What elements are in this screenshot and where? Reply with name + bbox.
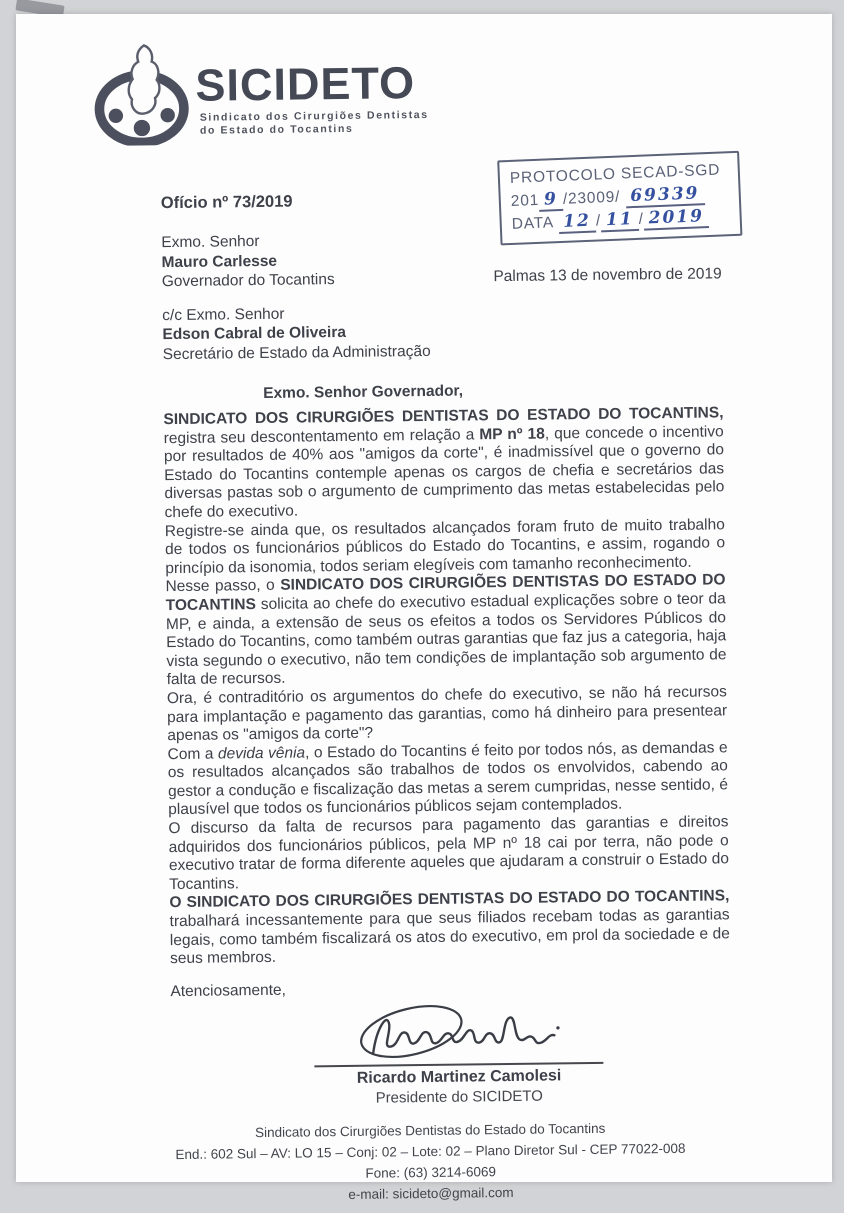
paragraph [169,888,730,969]
text-segment: , que concede o incentivo por resultados de 40% aos "amigos da corte", é inadmissível que o governo do Estado do Tocantins contemple apenas os cargos de chefia e secretários das diversas pastas sob o argumento de cumprimento das metas estabelecidas pelo chefe do executivo. [163,422,725,522]
recipient-name: Mauro Carlesse [161,252,278,271]
letter-footer [22,1115,839,1209]
scanned-letter-page [16,14,832,1202]
protocol-number-handwritten: 69339 [625,184,705,208]
org-subtitle [200,109,429,138]
org-subtitle-line2: do Estado do Tocantins [199,122,354,137]
text-segment: MP nº 18 [479,425,545,443]
paragraph [165,516,726,579]
closing: Atenciosamente, [170,981,287,1000]
protocol-code: /23009/ [562,188,621,208]
sicideto-logo-icon [93,43,190,151]
text-segment: Ora, é contraditório os argumentos do chefe do executivo, se não há recursos para implantação e pagamento das garantias, como há dinheiro para presentear apenas os "amigos da corte"? [166,683,728,745]
paragraph [165,572,726,690]
recipient-title: Governador do Tocantins [161,271,335,291]
letter-content [9,35,839,1213]
letterhead-text [195,40,429,138]
org-subtitle-line1: Sindicato dos Cirurgiões Dentistas [199,108,429,124]
text-segment: trabalhará incessantemente para que seus filiados recebam todas as garantias legais, como também fiscalizará os atos do executivo, em prol da sociedade e de seus membros. [169,906,730,968]
stamp-date-month-handwritten: 11 [601,210,639,232]
reference-number: Ofício nº 73/2019 [160,192,293,213]
text-segment: O SINDICATO DOS CIRURGIÕES DENTISTAS DO ESTADO DO TOCANTINS, [169,887,730,912]
handwritten-signature [324,1000,593,1069]
text-segment: O discurso da falta de recursos para pagamento das garantias e direitos adquiridos dos funcionários públicos, pela MP nº 18 cai por terra, não pode o executivo tratar de forma diferente aqueles que ajudaram a construir o Estado do Tocantins. [168,813,729,893]
cc-name: Edson Cabral de Oliveira [162,323,347,344]
org-acronym: SICIDETO [195,57,416,111]
stamp-date-day-handwritten: 12 [558,212,596,234]
text-segment: Registre-se ainda que, os resultados alcançados foram fruto de muito trabalho de todos os funcionários públicos do Estado do Tocantins, e assim, rogando o princípio da isonomia, todos seriam elegíveis com tamanho reconhecimento. [164,515,726,577]
protocol-year-digit-handwritten: 9 [539,190,564,212]
recipient-salutation: Exmo. Senhor [161,232,260,252]
text-segment: , o Estado do Tocantins é feito por todos nós, as demandas e os resultados alcançados são trabalhos de todos os envolvidos, cabendo ao gestor a condução e fiscalização das metas a serem cumpridas, nesse sentido, é plausível que todos os funcionários públicos sejam contemplados. [167,738,729,819]
stamp-date-year-handwritten: 2019 [643,207,709,231]
text-segment: Nesse passo, o [165,577,281,596]
signer-name: Ricardo Martinez Camolesi [356,1067,562,1087]
signer-title: Presidente do SICIDETO [375,1087,544,1107]
signature-block [306,1000,612,1110]
text-segment: registra seu descontentamento em relação a [163,425,480,447]
recipient-block [161,226,722,291]
text-segment: solicita ao chefe do executivo estadual explicações sobre o teor da MP, e ainda, a extensão de seus os efeitos a todos os Servidores Públicos do Estado do Tocantins, como também outras garantias que faz jus a categoria, haja vista segundo o executivo, não tem condições de implantação sob argumento de falta de recursos. [165,590,727,689]
cc-prefix: c/c Exmo. Senhor [162,305,285,324]
text-segment: devida vênia [217,744,306,763]
text-segment: SINDICATO DOS CIRURGIÕES DENTISTAS DO ESTADO DO TOCANTINS [165,571,726,615]
stamp-date-label: DATA [511,214,554,233]
footer-email: e-mail: sicideto@gmail.com [348,1184,514,1202]
text-segment: SINDICATO DOS CIRURGIÕES DENTISTAS DO ESTADO DO TOCANTINS, [163,404,724,429]
protocol-year-prefix: 201 [510,191,540,210]
greeting: Exmo. Senhor Governador, [263,382,464,402]
text-segment: Com a [167,745,219,763]
paragraph [167,683,728,746]
paragraph [168,813,729,894]
cc-block [162,299,723,364]
letter-body [163,404,730,969]
footer-address: End.: 602 Sul – AV: LO 15 – Conj: 02 – Lote: 02 – Plano Diretor Sul - CEP 77022-008 [175,1140,686,1162]
letterhead [93,35,826,151]
stamp-title: PROTOCOLO SECAD-SGD [509,161,721,187]
footer-phone: Fone: (63) 3214-6069 [365,1163,497,1181]
paragraph [163,404,724,522]
footer-org-name: Sindicato dos Cirurgiões Dentistas do Estado do Tocantins [254,1120,606,1140]
cc-title: Secretário de Estado da Administração [162,342,431,363]
stamp-date-row: DATA 12 / 11 / 2019 [511,204,730,236]
dateline: Palmas 13 de novembro de 2019 [493,265,722,286]
paragraph [167,739,728,820]
